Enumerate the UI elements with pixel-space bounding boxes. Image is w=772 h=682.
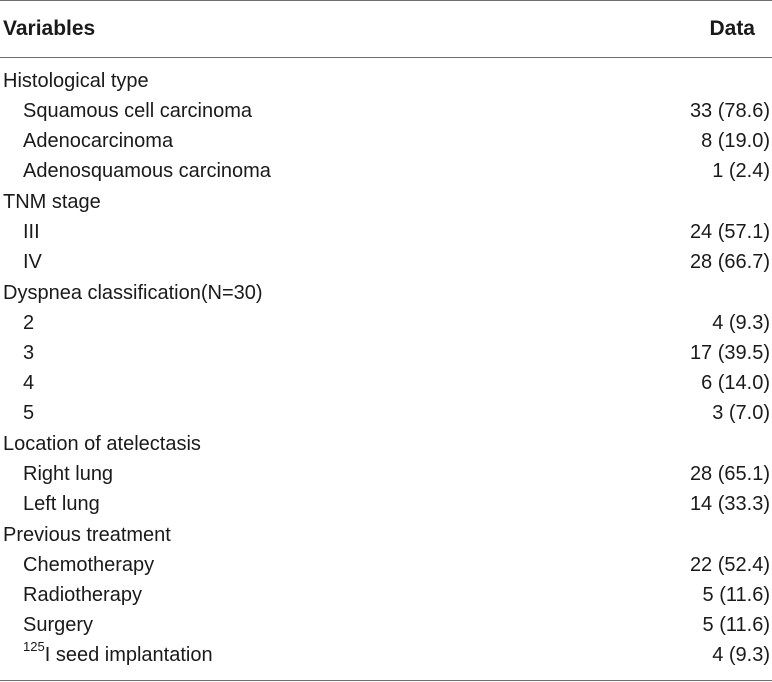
group-row: [0, 280, 772, 310]
table-row: [0, 582, 772, 612]
row-value: 4 (9.3): [712, 644, 770, 666]
row-label-text: seed implantation: [50, 644, 213, 666]
table-row: [0, 219, 772, 249]
row-value: 5 (11.6): [702, 614, 770, 636]
table-row: [0, 461, 772, 491]
row-value: 6 (14.0): [701, 372, 770, 394]
row-label: Left lung: [23, 493, 100, 515]
table-row: [0, 158, 772, 188]
table-row: [0, 400, 772, 430]
table-row: [0, 340, 772, 370]
group-row: [0, 189, 772, 219]
row-value: 1 (2.4): [712, 160, 770, 182]
row-label: 5: [23, 402, 35, 424]
row-value: 33 (78.6): [689, 100, 770, 122]
row-value: 14 (33.3): [689, 493, 770, 515]
table-row: [0, 552, 772, 582]
group-row: [0, 68, 772, 98]
bottom-rule: [0, 680, 772, 681]
row-value: 3 (7.0): [712, 402, 770, 424]
row-label: Radiotherapy: [23, 584, 142, 606]
row-value: 17 (39.5): [689, 342, 770, 364]
row-value: 4 (9.3): [712, 312, 770, 334]
row-label: 4: [23, 372, 35, 394]
table-row: [0, 249, 772, 279]
group-label: Previous treatment: [3, 524, 171, 546]
group-label: Dyspnea classification(N=30): [3, 282, 263, 304]
isotope-superscript: 125: [23, 639, 45, 655]
row-value: 28 (65.1): [689, 463, 770, 485]
table-row: [0, 310, 772, 340]
table-row: [0, 128, 772, 158]
row-label: 3: [23, 342, 35, 364]
row-label: 2: [23, 312, 35, 334]
header-data: Data: [709, 17, 755, 40]
row-label: Squamous cell carcinoma: [23, 100, 252, 122]
row-label: Surgery: [23, 614, 94, 636]
row-label: Chemotherapy: [23, 554, 155, 576]
group-row: [0, 522, 772, 552]
row-label: [23, 639, 213, 667]
table-header: [0, 0, 772, 58]
row-value: 28 (66.7): [689, 251, 770, 273]
group-row: [0, 431, 772, 461]
row-label: III: [23, 221, 40, 243]
table-row: [0, 98, 772, 128]
table-row: [0, 612, 772, 642]
isotope-symbol: I: [44, 644, 51, 666]
table-row: [0, 491, 772, 521]
row-label: Adenosquamous carcinoma: [23, 160, 271, 182]
group-label: Location of atelectasis: [3, 433, 201, 455]
group-label: Histological type: [3, 70, 149, 92]
row-label: Right lung: [23, 463, 114, 485]
row-value: 22 (52.4): [689, 554, 770, 576]
group-label: TNM stage: [3, 191, 101, 213]
header-variables: Variables: [3, 17, 96, 40]
row-value: 5 (11.6): [702, 584, 770, 606]
table-row: [0, 639, 772, 672]
row-value: 24 (57.1): [689, 221, 770, 243]
row-label: IV: [23, 251, 42, 273]
table-row: [0, 370, 772, 400]
row-value: 8 (19.0): [701, 130, 770, 152]
row-label: Adenocarcinoma: [23, 130, 174, 152]
